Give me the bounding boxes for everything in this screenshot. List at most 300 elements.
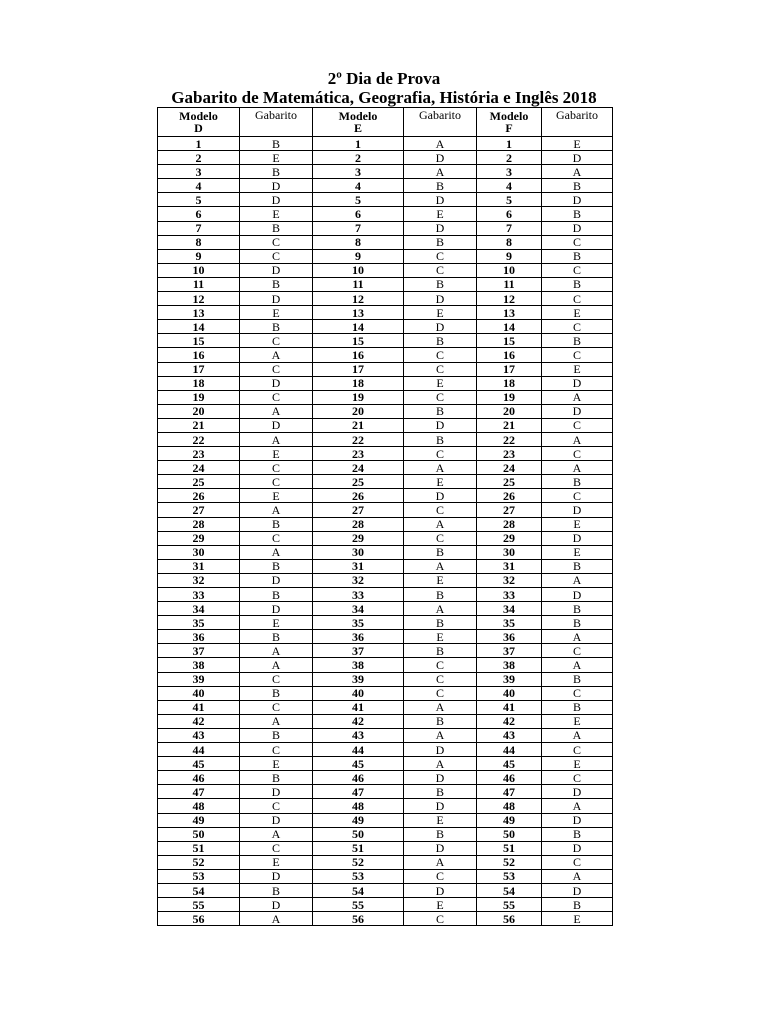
- table-row: [158, 672, 613, 686]
- column-header-gabarito: [542, 108, 613, 137]
- answer-cell: D: [240, 869, 313, 883]
- question-number-cell: 53: [158, 869, 240, 883]
- question-number-cell: 37: [477, 644, 542, 658]
- column-header-label: Gabarito: [419, 108, 461, 122]
- answer-cell: C: [404, 672, 477, 686]
- answer-cell: C: [542, 489, 613, 503]
- answer-cell: B: [542, 898, 613, 912]
- answer-cell: D: [404, 151, 477, 165]
- table-row: [158, 207, 613, 221]
- question-number-cell: 32: [158, 573, 240, 587]
- answer-cell: C: [240, 461, 313, 475]
- answer-cell: C: [404, 658, 477, 672]
- question-number-cell: 15: [477, 334, 542, 348]
- answer-cell: E: [240, 447, 313, 461]
- question-number-cell: 46: [158, 771, 240, 785]
- question-number-cell: 48: [313, 799, 404, 813]
- question-number-cell: 7: [313, 221, 404, 235]
- answer-cell: C: [240, 799, 313, 813]
- question-number-cell: 48: [477, 799, 542, 813]
- answer-cell: A: [542, 728, 613, 742]
- question-number-cell: 55: [313, 898, 404, 912]
- table-row: [158, 249, 613, 263]
- question-number-cell: 16: [158, 348, 240, 362]
- question-number-cell: 31: [477, 559, 542, 573]
- table-row: [158, 263, 613, 277]
- question-number-cell: 33: [313, 588, 404, 602]
- question-number-cell: 12: [477, 292, 542, 306]
- answer-cell: D: [404, 221, 477, 235]
- answer-cell: E: [404, 475, 477, 489]
- table-row: [158, 292, 613, 306]
- answer-cell: B: [404, 432, 477, 446]
- question-number-cell: 21: [477, 418, 542, 432]
- answer-cell: C: [404, 686, 477, 700]
- question-number-cell: 24: [158, 461, 240, 475]
- answer-cell: D: [240, 263, 313, 277]
- answer-cell: D: [542, 588, 613, 602]
- question-number-cell: 31: [158, 559, 240, 573]
- answer-cell: B: [240, 277, 313, 291]
- question-number-cell: 34: [158, 602, 240, 616]
- answer-cell: C: [542, 447, 613, 461]
- column-header-model-letter: E: [353, 121, 362, 135]
- question-number-cell: 47: [158, 785, 240, 799]
- answer-cell: B: [542, 334, 613, 348]
- question-number-cell: 56: [313, 912, 404, 926]
- answer-cell: B: [240, 883, 313, 897]
- question-number-cell: 38: [313, 658, 404, 672]
- answer-cell: E: [404, 813, 477, 827]
- question-number-cell: 42: [313, 714, 404, 728]
- answer-cell: E: [240, 151, 313, 165]
- question-number-cell: 53: [477, 869, 542, 883]
- answer-cell: B: [542, 602, 613, 616]
- answer-cell: C: [542, 292, 613, 306]
- answer-cell: D: [404, 292, 477, 306]
- answer-cell: B: [240, 630, 313, 644]
- answer-cell: A: [542, 573, 613, 587]
- question-number-cell: 6: [477, 207, 542, 221]
- answer-cell: A: [542, 658, 613, 672]
- table-row: [158, 193, 613, 207]
- question-number-cell: 4: [158, 179, 240, 193]
- answer-cell: E: [542, 545, 613, 559]
- answer-cell: C: [240, 700, 313, 714]
- answer-cell: C: [404, 531, 477, 545]
- answer-cell: C: [404, 447, 477, 461]
- question-number-cell: 54: [313, 883, 404, 897]
- answer-cell: B: [542, 475, 613, 489]
- answer-cell: C: [542, 644, 613, 658]
- answer-cell: D: [542, 813, 613, 827]
- question-number-cell: 30: [313, 545, 404, 559]
- question-number-cell: 55: [477, 898, 542, 912]
- table-row: [158, 334, 613, 348]
- answer-cell: D: [542, 785, 613, 799]
- answer-cell: E: [240, 489, 313, 503]
- question-number-cell: 51: [313, 841, 404, 855]
- answer-cell: D: [404, 743, 477, 757]
- table-row: [158, 277, 613, 291]
- answer-cell: D: [404, 193, 477, 207]
- column-header-model: [477, 108, 542, 137]
- answer-cell: A: [404, 165, 477, 179]
- answer-cell: D: [542, 193, 613, 207]
- answer-cell: C: [240, 235, 313, 249]
- answer-cell: B: [542, 249, 613, 263]
- table-row: [158, 658, 613, 672]
- answer-cell: B: [404, 714, 477, 728]
- question-number-cell: 22: [477, 432, 542, 446]
- table-row: [158, 376, 613, 390]
- answer-cell: B: [404, 235, 477, 249]
- question-number-cell: 36: [313, 630, 404, 644]
- answer-cell: D: [404, 489, 477, 503]
- answer-cell: A: [542, 630, 613, 644]
- answer-cell: C: [404, 263, 477, 277]
- table-row: [158, 447, 613, 461]
- answer-cell: C: [240, 841, 313, 855]
- table-row: [158, 700, 613, 714]
- answer-cell: D: [404, 320, 477, 334]
- answer-cell: A: [404, 461, 477, 475]
- question-number-cell: 49: [158, 813, 240, 827]
- table-row: [158, 785, 613, 799]
- question-number-cell: 35: [313, 616, 404, 630]
- table-row: [158, 432, 613, 446]
- question-number-cell: 28: [313, 517, 404, 531]
- answer-cell: B: [542, 700, 613, 714]
- answer-cell: C: [240, 475, 313, 489]
- table-row: [158, 137, 613, 151]
- answer-cell: B: [240, 165, 313, 179]
- answer-cell: B: [240, 517, 313, 531]
- answer-cell: C: [542, 418, 613, 432]
- question-number-cell: 20: [313, 404, 404, 418]
- question-number-cell: 17: [158, 362, 240, 376]
- question-number-cell: 40: [158, 686, 240, 700]
- answer-cell: D: [542, 221, 613, 235]
- answer-cell: D: [542, 883, 613, 897]
- question-number-cell: 43: [313, 728, 404, 742]
- question-number-cell: 28: [158, 517, 240, 531]
- table-row: [158, 503, 613, 517]
- question-number-cell: 39: [313, 672, 404, 686]
- answer-cell: A: [542, 432, 613, 446]
- table-row: [158, 898, 613, 912]
- question-number-cell: 54: [158, 883, 240, 897]
- answer-cell: D: [404, 883, 477, 897]
- column-header-label: Gabarito: [556, 108, 598, 122]
- question-number-cell: 15: [158, 334, 240, 348]
- answer-cell: D: [542, 503, 613, 517]
- table-row: [158, 320, 613, 334]
- question-number-cell: 51: [158, 841, 240, 855]
- question-number-cell: 13: [158, 306, 240, 320]
- answer-cell: E: [240, 757, 313, 771]
- question-number-cell: 51: [477, 841, 542, 855]
- question-number-cell: 37: [158, 644, 240, 658]
- question-number-cell: 7: [158, 221, 240, 235]
- table-row: [158, 827, 613, 841]
- table-row: [158, 517, 613, 531]
- question-number-cell: 46: [313, 771, 404, 785]
- question-number-cell: 26: [158, 489, 240, 503]
- answer-cell: E: [240, 855, 313, 869]
- question-number-cell: 56: [158, 912, 240, 926]
- table-row: [158, 588, 613, 602]
- answer-cell: A: [404, 728, 477, 742]
- answer-cell: A: [542, 390, 613, 404]
- question-number-cell: 21: [158, 418, 240, 432]
- table-row: [158, 179, 613, 193]
- question-number-cell: 19: [313, 390, 404, 404]
- question-number-cell: 48: [158, 799, 240, 813]
- question-number-cell: 35: [158, 616, 240, 630]
- question-number-cell: 26: [313, 489, 404, 503]
- question-number-cell: 16: [477, 348, 542, 362]
- header-row: [158, 108, 613, 137]
- answer-cell: C: [542, 743, 613, 757]
- table-row: [158, 404, 613, 418]
- question-number-cell: 49: [477, 813, 542, 827]
- question-number-cell: 30: [477, 545, 542, 559]
- answer-cell: E: [542, 362, 613, 376]
- table-row: [158, 771, 613, 785]
- question-number-cell: 14: [313, 320, 404, 334]
- answer-cell: D: [240, 376, 313, 390]
- table-row: [158, 728, 613, 742]
- answer-cell: B: [404, 616, 477, 630]
- question-number-cell: 12: [313, 292, 404, 306]
- table-row: [158, 869, 613, 883]
- question-number-cell: 55: [158, 898, 240, 912]
- question-number-cell: 1: [158, 137, 240, 151]
- question-number-cell: 31: [313, 559, 404, 573]
- answer-cell: A: [542, 461, 613, 475]
- question-number-cell: 35: [477, 616, 542, 630]
- question-number-cell: 43: [158, 728, 240, 742]
- question-number-cell: 56: [477, 912, 542, 926]
- question-number-cell: 5: [158, 193, 240, 207]
- question-number-cell: 12: [158, 292, 240, 306]
- table-row: [158, 235, 613, 249]
- document-header: [0, 70, 768, 107]
- answer-cell: C: [404, 362, 477, 376]
- answer-cell: C: [240, 334, 313, 348]
- answer-cell: E: [542, 306, 613, 320]
- answer-cell: B: [542, 616, 613, 630]
- answer-cell: A: [240, 658, 313, 672]
- document-title: 2º Dia de Prova: [327, 69, 441, 88]
- answer-cell: C: [542, 235, 613, 249]
- answer-cell: B: [404, 785, 477, 799]
- answer-cell: C: [404, 348, 477, 362]
- question-number-cell: 22: [158, 432, 240, 446]
- table-row: [158, 883, 613, 897]
- answer-cell: D: [542, 151, 613, 165]
- question-number-cell: 20: [158, 404, 240, 418]
- answer-cell: C: [404, 390, 477, 404]
- answer-cell: C: [240, 390, 313, 404]
- answer-cell: C: [240, 249, 313, 263]
- table-row: [158, 531, 613, 545]
- question-number-cell: 41: [158, 700, 240, 714]
- question-number-cell: 45: [313, 757, 404, 771]
- table-row: [158, 362, 613, 376]
- question-number-cell: 14: [158, 320, 240, 334]
- answer-cell: D: [240, 418, 313, 432]
- answer-cell: C: [240, 672, 313, 686]
- question-number-cell: 34: [477, 602, 542, 616]
- question-number-cell: 10: [477, 263, 542, 277]
- question-number-cell: 36: [158, 630, 240, 644]
- question-number-cell: 7: [477, 221, 542, 235]
- question-number-cell: 13: [313, 306, 404, 320]
- answer-cell: A: [240, 714, 313, 728]
- question-number-cell: 17: [477, 362, 542, 376]
- table-row: [158, 151, 613, 165]
- table-row: [158, 841, 613, 855]
- answer-cell: C: [542, 348, 613, 362]
- question-number-cell: 19: [158, 390, 240, 404]
- question-number-cell: 50: [313, 827, 404, 841]
- question-number-cell: 2: [477, 151, 542, 165]
- question-number-cell: 40: [313, 686, 404, 700]
- question-number-cell: 50: [477, 827, 542, 841]
- question-number-cell: 3: [477, 165, 542, 179]
- question-number-cell: 45: [477, 757, 542, 771]
- table-row: [158, 221, 613, 235]
- answer-cell: B: [240, 771, 313, 785]
- answer-cell: B: [240, 686, 313, 700]
- table-row: [158, 616, 613, 630]
- answer-cell: C: [240, 743, 313, 757]
- answer-cell: B: [404, 644, 477, 658]
- answer-cell: A: [404, 602, 477, 616]
- question-number-cell: 25: [158, 475, 240, 489]
- question-number-cell: 42: [158, 714, 240, 728]
- question-number-cell: 32: [477, 573, 542, 587]
- answer-cell: B: [542, 559, 613, 573]
- question-number-cell: 38: [477, 658, 542, 672]
- question-number-cell: 27: [313, 503, 404, 517]
- answer-cell: D: [404, 418, 477, 432]
- answer-cell: D: [542, 376, 613, 390]
- question-number-cell: 6: [158, 207, 240, 221]
- table-row: [158, 686, 613, 700]
- question-number-cell: 52: [313, 855, 404, 869]
- answer-cell: A: [542, 869, 613, 883]
- table-row: [158, 813, 613, 827]
- answer-cell: A: [404, 137, 477, 151]
- question-number-cell: 44: [477, 743, 542, 757]
- table-row: [158, 475, 613, 489]
- column-header-model-letter: D: [194, 121, 203, 135]
- question-number-cell: 24: [477, 461, 542, 475]
- answer-cell: A: [404, 855, 477, 869]
- question-number-cell: 25: [477, 475, 542, 489]
- question-number-cell: 9: [477, 249, 542, 263]
- answer-cell: D: [240, 193, 313, 207]
- answer-cell: E: [542, 714, 613, 728]
- answer-cell: E: [542, 137, 613, 151]
- question-number-cell: 4: [477, 179, 542, 193]
- question-number-cell: 1: [313, 137, 404, 151]
- answer-cell: B: [542, 179, 613, 193]
- question-number-cell: 13: [477, 306, 542, 320]
- question-number-cell: 30: [158, 545, 240, 559]
- answer-cell: C: [542, 771, 613, 785]
- answer-cell: A: [240, 912, 313, 926]
- table-row: [158, 757, 613, 771]
- answer-cell: B: [404, 277, 477, 291]
- answer-cell: A: [240, 503, 313, 517]
- question-number-cell: 18: [477, 376, 542, 390]
- answer-cell: B: [542, 277, 613, 291]
- answer-cell: E: [404, 573, 477, 587]
- question-number-cell: 25: [313, 475, 404, 489]
- question-number-cell: 53: [313, 869, 404, 883]
- question-number-cell: 19: [477, 390, 542, 404]
- answer-key-header: [158, 108, 613, 137]
- question-number-cell: 4: [313, 179, 404, 193]
- answer-cell: A: [404, 757, 477, 771]
- table-row: [158, 602, 613, 616]
- answer-cell: C: [404, 249, 477, 263]
- answer-cell: D: [404, 799, 477, 813]
- answer-cell: B: [542, 672, 613, 686]
- question-number-cell: 10: [158, 263, 240, 277]
- question-number-cell: 41: [477, 700, 542, 714]
- answer-cell: A: [240, 644, 313, 658]
- answer-cell: D: [240, 813, 313, 827]
- question-number-cell: 33: [158, 588, 240, 602]
- question-number-cell: 47: [477, 785, 542, 799]
- question-number-cell: 2: [158, 151, 240, 165]
- question-number-cell: 41: [313, 700, 404, 714]
- table-row: [158, 855, 613, 869]
- answer-cell: D: [542, 531, 613, 545]
- column-header-label: Modelo: [489, 109, 529, 123]
- answer-cell: E: [404, 306, 477, 320]
- table-row: [158, 799, 613, 813]
- question-number-cell: 50: [158, 827, 240, 841]
- document-subtitle: Gabarito de Matemática, Geografia, História e Inglês 2018: [171, 88, 597, 107]
- question-number-cell: 52: [158, 855, 240, 869]
- question-number-cell: 3: [313, 165, 404, 179]
- answer-cell: C: [542, 263, 613, 277]
- answer-cell: B: [240, 320, 313, 334]
- answer-cell: B: [404, 588, 477, 602]
- question-number-cell: 24: [313, 461, 404, 475]
- question-number-cell: 11: [313, 277, 404, 291]
- question-number-cell: 5: [477, 193, 542, 207]
- question-number-cell: 28: [477, 517, 542, 531]
- answer-cell: C: [542, 855, 613, 869]
- question-number-cell: 23: [313, 447, 404, 461]
- column-header-label: Modelo: [338, 109, 378, 123]
- answer-cell: E: [404, 898, 477, 912]
- answer-cell: C: [240, 531, 313, 545]
- answer-cell: C: [404, 503, 477, 517]
- question-number-cell: 39: [477, 672, 542, 686]
- answer-cell: B: [240, 221, 313, 235]
- table-row: [158, 912, 613, 926]
- answer-cell: E: [404, 376, 477, 390]
- table-row: [158, 559, 613, 573]
